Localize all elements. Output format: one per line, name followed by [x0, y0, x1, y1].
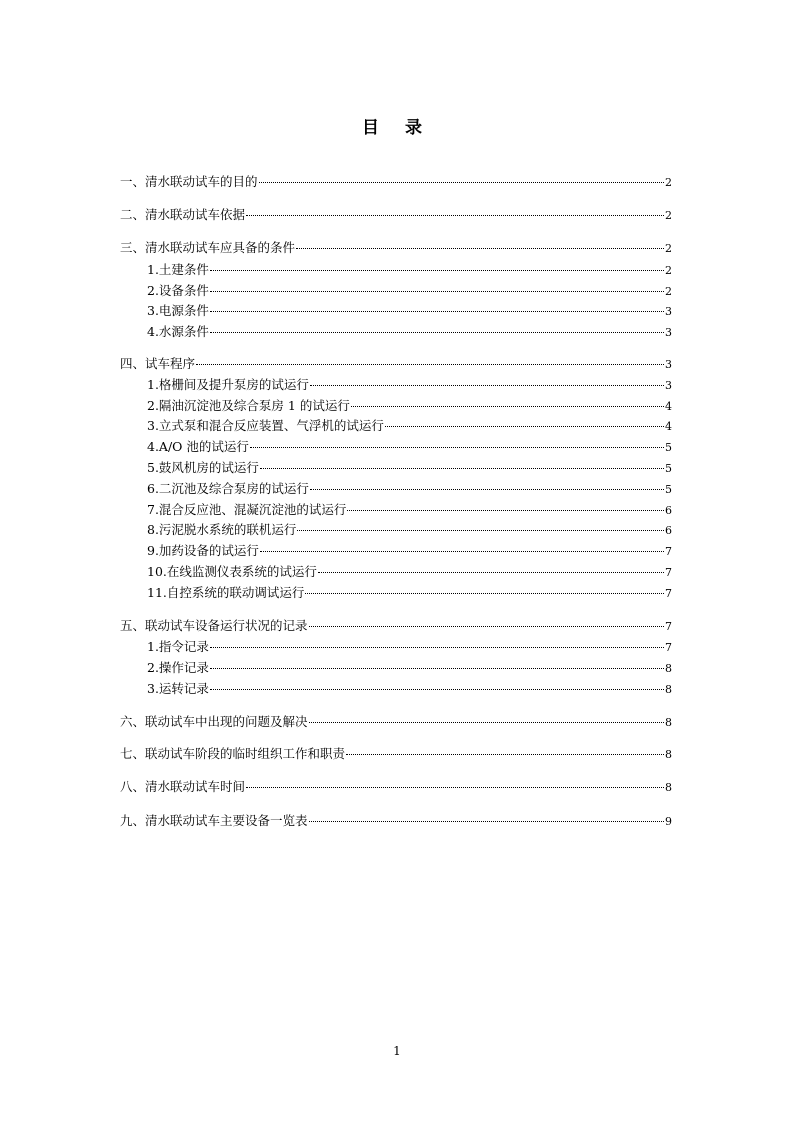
- toc-entry: [147, 324, 672, 341]
- toc-entry-label: 1.指令记录: [147, 639, 209, 654]
- toc-entry-page: 8: [665, 662, 672, 675]
- toc-entry-label: 2.设备条件: [147, 283, 209, 298]
- toc-entry-label: 6.二沉池及综合泵房的试运行: [147, 481, 309, 496]
- toc-entry-page: 6: [665, 524, 672, 537]
- toc-entry-label: 3.立式泵和混合反应装置、气浮机的试运行: [147, 418, 384, 433]
- toc-entry-label: 2.操作记录: [147, 660, 209, 675]
- toc-leader-dots: [259, 182, 664, 183]
- toc-entry-page: 8: [665, 748, 672, 761]
- toc-leader-dots: [296, 248, 664, 249]
- toc-entry: [120, 618, 672, 635]
- toc-leader-dots: [318, 572, 664, 573]
- toc-entry: [120, 813, 672, 830]
- toc-leader-dots: [305, 593, 664, 594]
- toc-entry-page: 5: [665, 462, 672, 475]
- toc-leader-dots: [246, 215, 664, 216]
- toc-entry: [147, 377, 672, 394]
- toc-leader-dots: [385, 426, 664, 427]
- toc-entry-page: 2: [665, 242, 672, 255]
- toc-entry: [120, 207, 672, 224]
- toc-entry-page: 2: [665, 209, 672, 222]
- toc-entry-label: 10.在线监测仪表系统的试运行: [147, 564, 317, 579]
- toc-entry-page: 7: [665, 566, 672, 579]
- toc-leader-dots: [260, 551, 664, 552]
- toc-entry-page: 4: [665, 420, 672, 433]
- toc-entry: [147, 460, 672, 477]
- toc-entry-label: 一、清水联动试车的目的: [120, 174, 258, 189]
- toc-entry: [147, 543, 672, 560]
- toc-leader-dots: [250, 447, 664, 448]
- toc-entry-page: 2: [665, 264, 672, 277]
- toc-entry: [147, 262, 672, 279]
- toc-entry-label: 4.A/O 池的试运行: [147, 439, 249, 454]
- toc-entry: [120, 174, 672, 191]
- toc-entry-label: 三、清水联动试车应具备的条件: [120, 240, 296, 255]
- toc-entry-page: 3: [665, 379, 672, 392]
- toc-entry-label: 4.水源条件: [147, 324, 209, 339]
- toc-entry: [147, 283, 672, 300]
- toc-entry-page: 2: [665, 176, 672, 189]
- toc-leader-dots: [309, 821, 664, 822]
- toc-entry: [147, 564, 672, 581]
- toc-entry-page: 7: [665, 545, 672, 558]
- toc-leader-dots: [351, 406, 664, 407]
- toc-entry-page: 3: [665, 305, 672, 318]
- toc-entry: [147, 303, 672, 320]
- toc-entry-label: 9.加药设备的试运行: [147, 543, 259, 558]
- toc-entry: [147, 639, 672, 656]
- toc-entry-page: 7: [665, 641, 672, 654]
- toc-entry: [120, 240, 672, 257]
- toc-entry: [120, 356, 672, 373]
- toc-entry: [147, 398, 672, 415]
- toc-entry-label: 3.电源条件: [147, 303, 209, 318]
- toc-leader-dots: [210, 668, 664, 669]
- toc-leader-dots: [196, 364, 664, 365]
- toc-leader-dots: [310, 489, 664, 490]
- toc-entry-page: 7: [665, 620, 672, 633]
- toc-entry-page: 5: [665, 483, 672, 496]
- toc-entry-page: 3: [665, 358, 672, 371]
- toc-entry-page: 3: [665, 326, 672, 339]
- toc-leader-dots: [210, 647, 664, 648]
- toc-entry-label: 5.鼓风机房的试运行: [147, 460, 259, 475]
- toc-entry-label: 1.格栅间及提升泵房的试运行: [147, 377, 309, 392]
- page-number: 1: [393, 1044, 401, 1058]
- toc-entry-label: 八、清水联动试车时间: [120, 779, 246, 794]
- toc-entry-label: 六、联动试车中出现的问题及解决: [120, 714, 308, 729]
- toc-entry: [147, 585, 672, 602]
- toc-leader-dots: [210, 270, 664, 271]
- toc-entry: [147, 681, 672, 698]
- toc-entry: [120, 779, 672, 796]
- toc-entry: [147, 481, 672, 498]
- toc-entry-label: 七、联动试车阶段的临时组织工作和职责: [120, 746, 346, 761]
- toc-entry-page: 4: [665, 400, 672, 413]
- toc-entry: [147, 439, 672, 456]
- toc-entry: [147, 660, 672, 677]
- toc-entry: [120, 746, 672, 763]
- toc-entry: [147, 502, 672, 519]
- toc-entry-label: 九、清水联动试车主要设备一览表: [120, 813, 308, 828]
- toc-entry: [147, 522, 672, 539]
- toc-leader-dots: [210, 311, 664, 312]
- toc-entry-label: 五、联动试车设备运行状况的记录: [120, 618, 308, 633]
- toc-entry-label: 二、清水联动试车依据: [120, 207, 246, 222]
- toc-leader-dots: [297, 530, 664, 531]
- toc-entry-label: 四、试车程序: [120, 356, 196, 371]
- toc-entry-page: 5: [665, 441, 672, 454]
- toc-leader-dots: [260, 468, 664, 469]
- toc-leader-dots: [310, 385, 664, 386]
- toc-leader-dots: [309, 626, 664, 627]
- toc-entry-page: 9: [665, 815, 672, 828]
- toc-entry-page: 8: [665, 716, 672, 729]
- toc-entry-label: 2.隔油沉淀池及综合泵房 1 的试运行: [147, 398, 350, 413]
- toc-entry-label: 7.混合反应池、混凝沉淀池的试运行: [147, 502, 347, 517]
- toc-leader-dots: [246, 787, 664, 788]
- toc-entry-label: 3.运转记录: [147, 681, 209, 696]
- toc-entry-page: 2: [665, 285, 672, 298]
- toc-entry-page: 8: [665, 781, 672, 794]
- toc-entry-label: 1.土建条件: [147, 262, 209, 277]
- toc-leader-dots: [347, 510, 664, 511]
- toc-leader-dots: [309, 722, 664, 723]
- toc-leader-dots: [210, 689, 664, 690]
- toc-entry-page: 8: [665, 683, 672, 696]
- toc-entry-label: 11.自控系统的联动调试运行: [147, 585, 305, 600]
- toc-title: 目 录: [362, 118, 432, 138]
- toc-entry-label: 8.污泥脱水系统的联机运行: [147, 522, 297, 537]
- toc-entry-page: 6: [665, 504, 672, 517]
- toc-leader-dots: [210, 291, 664, 292]
- toc-entry: [147, 418, 672, 435]
- toc-entry-page: 7: [665, 587, 672, 600]
- toc-leader-dots: [210, 332, 664, 333]
- toc-entry: [120, 714, 672, 731]
- toc-leader-dots: [346, 754, 664, 755]
